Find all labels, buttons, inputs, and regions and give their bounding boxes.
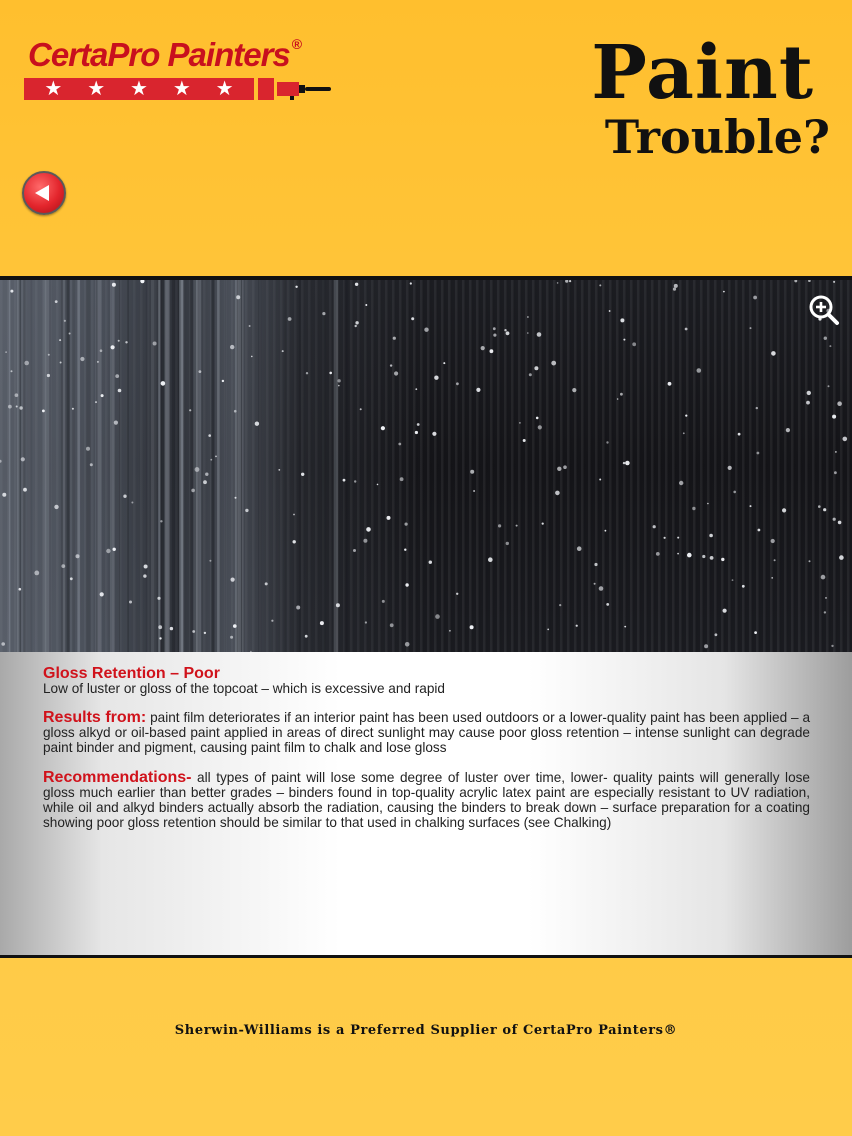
logo-star-bar	[24, 78, 254, 100]
logo-registered-mark: ®	[291, 36, 302, 52]
logo-star: ★	[87, 78, 106, 100]
certapro-logo	[24, 36, 334, 106]
logo-star: ★	[130, 78, 148, 100]
defect-block	[43, 666, 810, 696]
info-body	[43, 666, 810, 845]
logo-star: ★	[44, 78, 63, 100]
page-title-line2: Trouble?	[604, 110, 830, 164]
recommendations-heading: Recommendations-	[43, 769, 192, 786]
photo-texture	[0, 280, 852, 652]
recommendations-text: all types of paint will lose some degree of luster over time, lower- quality paints will generally lose gloss much earlier than better grades – binders found in top-quality acrylic latex paint are especially resistant to UV radiation, while oil and alkyd binders actually absorb the radiation, causing the binders to break down – surface preparation for a coating showing poor gloss retention should be similar to that used in chalking surfaces (see Chalking)	[43, 770, 810, 830]
defect-title: Gloss Retention – Poor	[43, 665, 220, 682]
logo-star: ★	[215, 78, 234, 100]
info-panel	[0, 652, 852, 958]
results-block	[43, 710, 810, 755]
back-button[interactable]	[22, 171, 66, 215]
logo-text: CertaPro Painters	[28, 36, 290, 73]
paintbrush-icon	[277, 80, 333, 100]
logo-bar-end	[258, 78, 274, 100]
recommendations-block	[43, 770, 810, 830]
header	[0, 0, 852, 276]
page-title-line1: Paint	[591, 30, 814, 116]
results-text: paint film deteriorates if an interior paint has been used outdoors or a lower-quality paint has been applied – a gloss alkyd or oil-based paint applied in areas of direct sunlight may cause poor gloss retention – intense sunlight can degrade paint binder and pigment, causing paint film to chalk and lose gloss	[43, 710, 810, 755]
logo-star: ★	[172, 78, 191, 100]
back-arrow-icon	[33, 183, 55, 203]
supplier-footer: Sherwin-Williams is a Preferred Supplier of CertaPro Painters®	[174, 1023, 678, 1038]
zoom-in-icon[interactable]	[808, 294, 840, 326]
paint-sample-photo	[0, 276, 852, 652]
defect-description: Low of luster or gloss of the topcoat – which is excessive and rapid	[43, 681, 445, 696]
results-heading: Results from:	[43, 709, 147, 726]
